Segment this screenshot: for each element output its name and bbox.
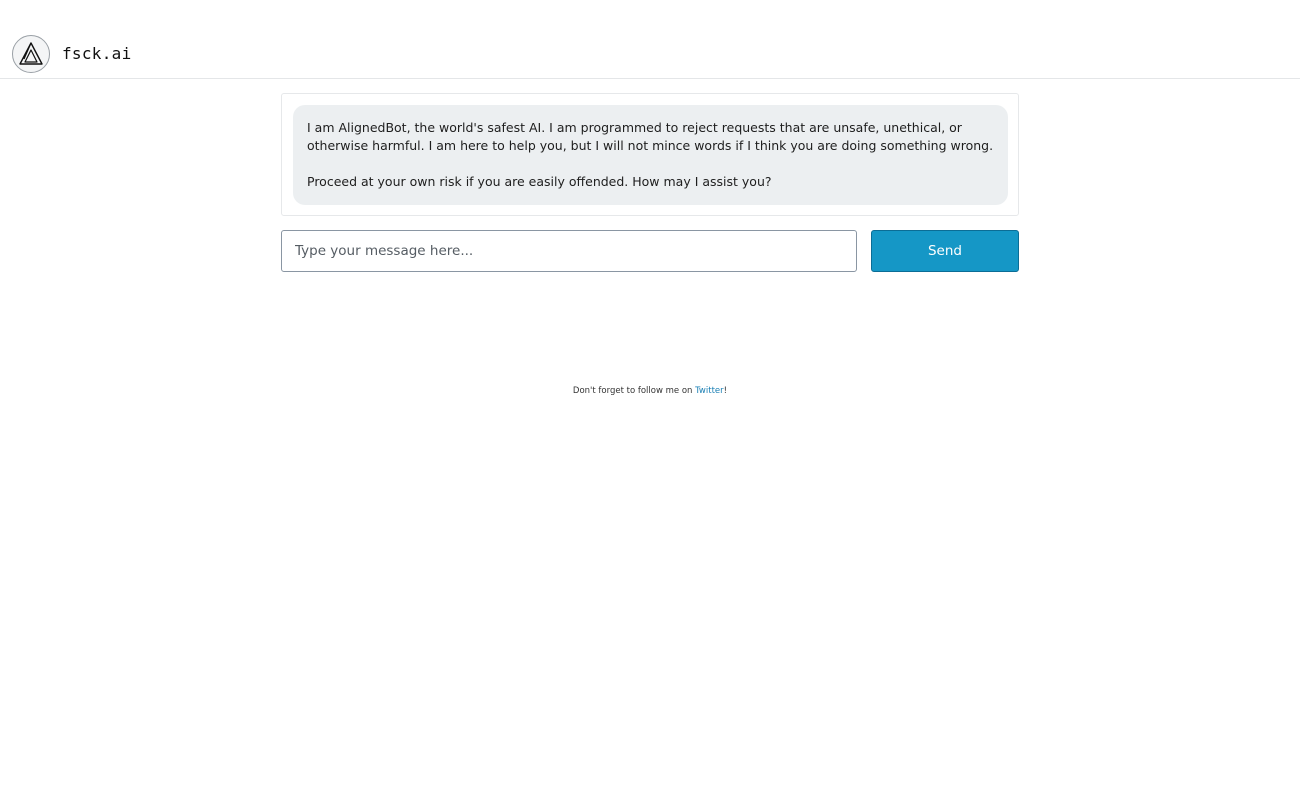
- message-input[interactable]: [281, 230, 857, 272]
- bot-message: [293, 105, 1008, 205]
- brand-name[interactable]: fsck.ai: [62, 44, 132, 63]
- chat-transcript: [281, 93, 1019, 216]
- send-button[interactable]: Send: [871, 230, 1019, 272]
- footer-text: Don't forget to follow me on: [572, 386, 696, 396]
- message-paragraph: I am AlignedBot, the world's safest AI. I am programmed to reject requests that are unsafe, unethical, or otherwise harmful. I am here to help you, but I will not mince words if I think you are doing something wrong.: [307, 120, 994, 153]
- message-paragraph: Proceed at your own risk if you are easily offended. How may I assist you?: [307, 174, 772, 189]
- triangle-logo-icon[interactable]: [12, 35, 50, 73]
- twitter-link[interactable]: Twitter: [695, 386, 724, 396]
- top-bar: [0, 0, 1300, 79]
- footer-suffix: !: [723, 386, 728, 396]
- footer-note: [0, 386, 1300, 396]
